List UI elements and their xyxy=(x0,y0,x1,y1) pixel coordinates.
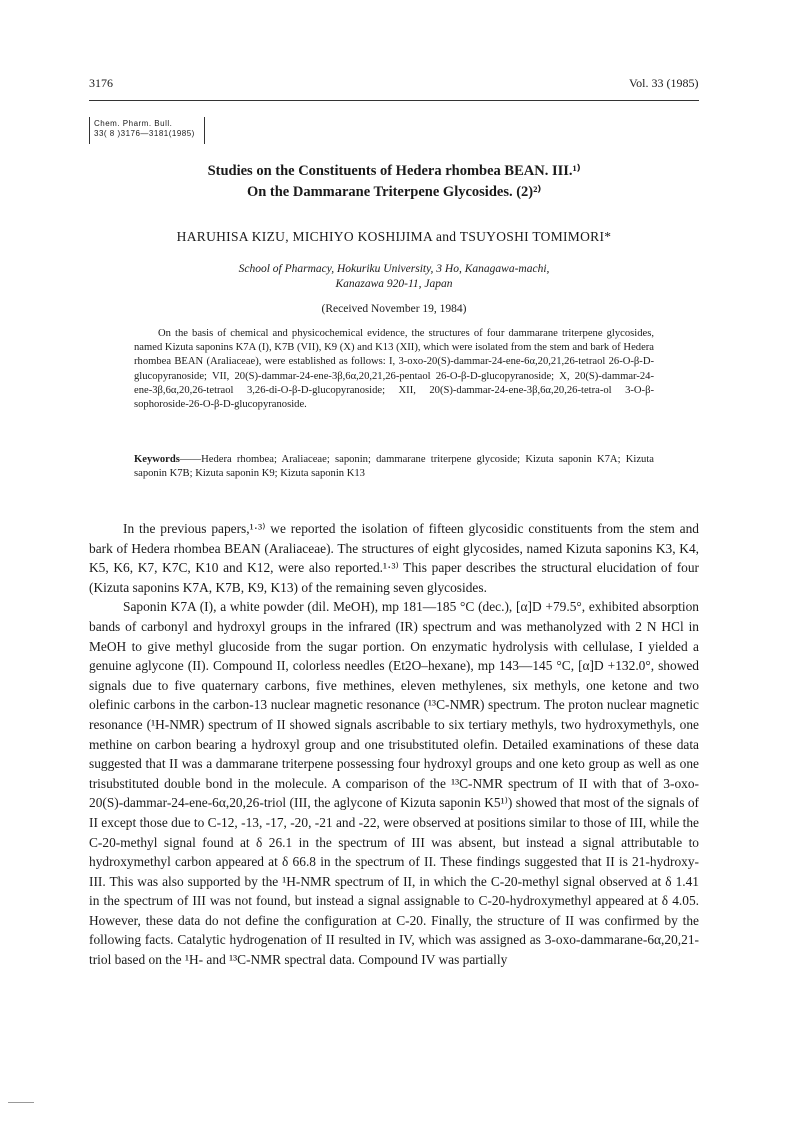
citation-pages: 33( 8 )3176—3181(1985) xyxy=(94,129,195,138)
title-line-1: Studies on the Constituents of Hedera rhombea BEAN. III.¹⁾ xyxy=(207,163,581,179)
affiliation-line-2: Kanazawa 920-11, Japan xyxy=(335,278,453,290)
keywords-text: ——Hedera rhombea; Araliaceae; saponin; dammarane triterpene glycoside; Kizuta saponin K7A; Kizuta saponin K7B; Kizuta saponin K9; Kizuta saponin K13 xyxy=(134,454,654,480)
keywords-label: Keywords xyxy=(134,454,180,465)
body-paragraph-1: In the previous papers,¹·³⁾ we reported the isolation of fifteen glycosidic constituents from the stem and bark of Hedera rhombea BEAN (Araliaceae). The structures of eight glycosides, named Kizuta saponins K3, K4, K5, K6, K7, K7C, K10 and K12, were also reported.¹·³⁾ This paper describes the structural elucidation of four (Kizuta saponins K7A, K7B, K9, K13) of the remaining seven glycosides. xyxy=(89,521,699,595)
title-line-2: On the Dammarane Triterpene Glycosides. (2)²⁾ xyxy=(246,184,542,200)
article-title xyxy=(89,161,699,203)
header-rule xyxy=(89,100,699,101)
page-number: 3176 xyxy=(89,76,113,90)
affiliation xyxy=(89,262,699,292)
abstract-text: On the basis of chemical and physicochemical evidence, the structures of four dammarane triterpene glycosides, named Kizuta saponins K7A (I), K7B (VII), K9 (X) and K13 (XII), which were isolated from the stem and bark of Hedera rhombea BEAN (Araliaceae), were established as follows: I, 3-oxo-20(S)-dammar-24-ene-6α,20,21,26-tetraol 26-O-β-D-glucopyranoside; VII, 20(S)-dammar-24-ene-3β,6α,20,21,26-pentaol 26-O-β-D-glucopyranoside; X, 20(S)-dammar-24-ene-3β,6α,20,26-tetraol 3,26-di-O-β-D-glucopyranoside; XII, 20(S)-dammar-24-ene-3β,6α,20,26-tetra-ol 3-O-β-sophoroside-26-O-β-D-glucopyranoside. xyxy=(134,328,654,411)
affiliation-line-1: School of Pharmacy, Hokuriku University, 3 Ho, Kanagawa-machi, xyxy=(238,263,550,275)
citation-journal: Chem. Pharm. Bull. xyxy=(94,119,173,128)
margin-mark xyxy=(8,1102,34,1103)
journal-volume: Vol. 33 (1985) xyxy=(629,76,699,90)
keywords xyxy=(134,453,654,481)
author-list: HARUHISA KIZU, MICHIYO KOSHIJIMA and TSUYOSHI TOMIMORI* xyxy=(176,229,612,244)
citation-stamp xyxy=(89,117,205,144)
abstract xyxy=(134,327,654,412)
body-paragraph-2: Saponin K7A (I), a white powder (dil. MeOH), mp 181—185 °C (dec.), [α]D +79.5°, exhibited absorption bands of carbonyl and hydroxyl groups in the infrared (IR) spectrum and was methanolyzed with 2 N HCl in MeOH to give methyl glucoside from the sugar portion. On enzymatic hydrolysis with cellulase, I yielded a genuine aglycone (II). Compound II, colorless needles (Et2O–hexane), mp 143—145 °C, [α]D +132.0°, showed signals due to five quaternary carbons, five methines, eleven methylenes, six methyls, one ketone and two olefinic carbons in the carbon-13 nuclear magnetic resonance (¹³C-NMR) spectrum. The proton nuclear magnetic resonance (¹H-NMR) spectrum of II showed signals ascribable to six tertiary methyls, two hydroxymethyls, one methine on carbon bearing a hydroxyl group and one trisubstituted olefin. Detailed examinations of these data suggested that II was a dammarane triterpene possessing four hydroxyl groups and one keto group as well as one trisubstituted double bond in the molecule. A comparison of the ¹³C-NMR spectrum of II with that of 3-oxo-20(S)-dammar-24-ene-6α,20,26-triol (III, the aglycone of Kizuta saponin K5¹⁾) showed that most of the signals of II except those due to C-12, -13, -17, -20, -21 and -22, were observed at positions similar to those of III, while the C-20-methyl signal found at δ 26.1 in the spectrum of III was absent, but instead a signal attributable to hydroxymethyl carbon appeared at δ 66.8 in the spectrum of II. These findings suggested that II is 21-hydroxy-III. This was also supported by the ¹H-NMR spectrum of II, in which the C-20-methyl signal observed at δ 1.41 in the spectrum of III was not found, but instead a signal assignable to C-20-hydroxymethyl appeared at δ 4.05. However, these data do not define the configuration at C-20. Finally, the structure of II was confirmed by the following facts. Catalytic hydrogenation of II resulted in IV, which was assigned as 3-oxo-dammarane-6α,20,21-triol based on the ¹H- and ¹³C-NMR spectral data. Compound IV was partially xyxy=(89,599,699,968)
article-body xyxy=(89,519,699,970)
received-date: (Received November 19, 1984) xyxy=(321,303,467,315)
